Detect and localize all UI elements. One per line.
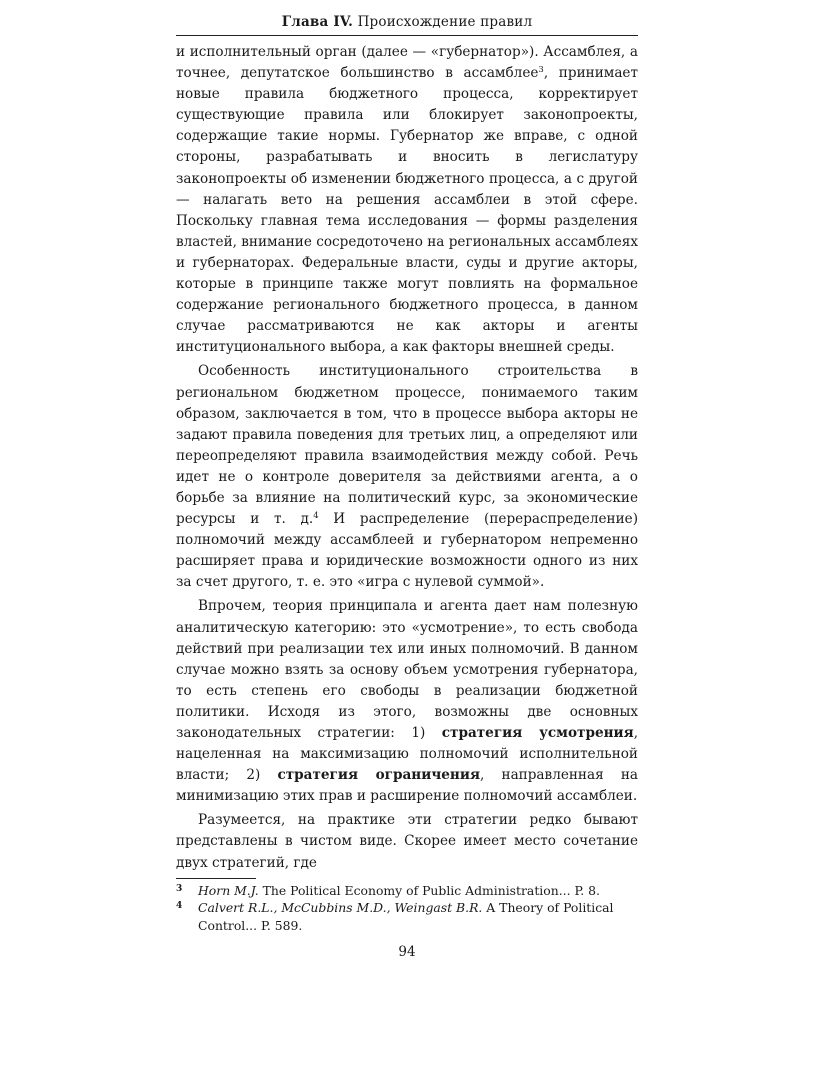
- paragraph-2-part-b: И распределение (перераспределение) полномочий между ассамблеей и губернатором непременно расширяет права и юридические возможности одного из них за счет другого, т. е. это «игра с нулевой суммой».: [176, 511, 638, 591]
- paragraph-3: [176, 596, 638, 807]
- paragraph-4: [176, 810, 638, 873]
- footnote-author: Horn M.J.: [198, 882, 259, 898]
- paragraph-2-part-a: Особенность институционального строительства в региональном бюджетном процессе, понимаемого таким образом, заключается в том, что в процессе выбора акторы не задают правила поведения для третьих лиц, а определяют или переопределяют правила взаимодействия между собой. Речь идет не о контроле доверителя за действиями агента, а о борьбе за влияние на политический курс, за экономические ресурсы и т. д.: [176, 363, 638, 528]
- paragraph-1-part-b: , принимает новые правила бюджетного процесса, корректирует существующие правила или блокирует законопроекты, содержащие такие нормы. Губернатор же вправе, с одной стороны, разрабатывать и вносить в легислатуру законопроекты об изменении бюджетного процесса, а с другой — налагать вето на решения ассамблеи в этой сфере. Поскольку главная тема исследования — формы разделения властей, внимание сосредоточено на региональных ассамблеях и губернаторах. Федеральные власти, суды и другие акторы, которые в принципе также могут повлиять на формальное содержание регионального бюджетного процесса, в данном случае рассматриваются не как акторы и агенты институционального выбора, а как факторы внешней среды.: [176, 65, 639, 356]
- footnote-ref-4: 4: [313, 511, 319, 522]
- footnote-text: [198, 882, 638, 900]
- footnote-number: 4: [176, 901, 183, 912]
- footnote-author: Calvert R.L., McCubbins M.D., Weingast B.R.: [198, 900, 483, 916]
- footnote-number: 3: [176, 883, 183, 894]
- main-text: [176, 42, 638, 874]
- footnote-4: [176, 899, 638, 934]
- paragraph-1: [176, 42, 638, 358]
- footnote-divider: [176, 878, 256, 879]
- strategy-discretion-term: стратегия усмотрения: [441, 725, 634, 741]
- footnote-citation: A Theory of Political Control... P. 589.: [198, 900, 614, 933]
- chapter-label: Глава IV.: [281, 14, 354, 30]
- paragraph-4-text: Разумеется, на практике эти стратегии редко бывают представлены в чистом виде. Скорее имеет место сочетание двух стратегий, где: [176, 812, 638, 871]
- footnote-citation: The Political Economy of Public Administration... P. 8.: [258, 882, 600, 898]
- chapter-title: Происхождение правил: [357, 14, 533, 30]
- footnotes: [176, 882, 638, 935]
- paragraph-3-part-b: , нацеленная на максимизацию полномочий исполнительной власти; 2): [176, 725, 639, 784]
- book-page: [176, 12, 638, 960]
- strategy-restriction-term: стратегия ограничения: [277, 767, 481, 784]
- page-number: 94: [398, 944, 416, 961]
- paragraph-3-part-c: , направленная на минимизацию этих прав и расширение полномочий ассамблеи.: [176, 767, 639, 805]
- footnote-3: [176, 882, 638, 900]
- footnote-text: [198, 899, 638, 934]
- paragraph-1-part-a: и исполнительный орган (далее — «губернатор»). Ассамблея, а точнее, депутатское большинство в ассамблее: [176, 44, 638, 82]
- running-header: [176, 12, 638, 36]
- paragraph-2: [176, 361, 638, 593]
- footnote-ref-3: 3: [538, 65, 544, 76]
- paragraph-3-part-a: Впрочем, теория принципала и агента дает нам полезную аналитическую категорию: это «усмотрение», то есть свобода действий при реализации тех или иных полномочий. В данном случае можно взять за основу объем усмотрения губернатора, то есть степень его свободы в реализации бюджетной политики. Исходя из этого, возможны две основных законодательных стратегии: 1): [176, 598, 638, 741]
